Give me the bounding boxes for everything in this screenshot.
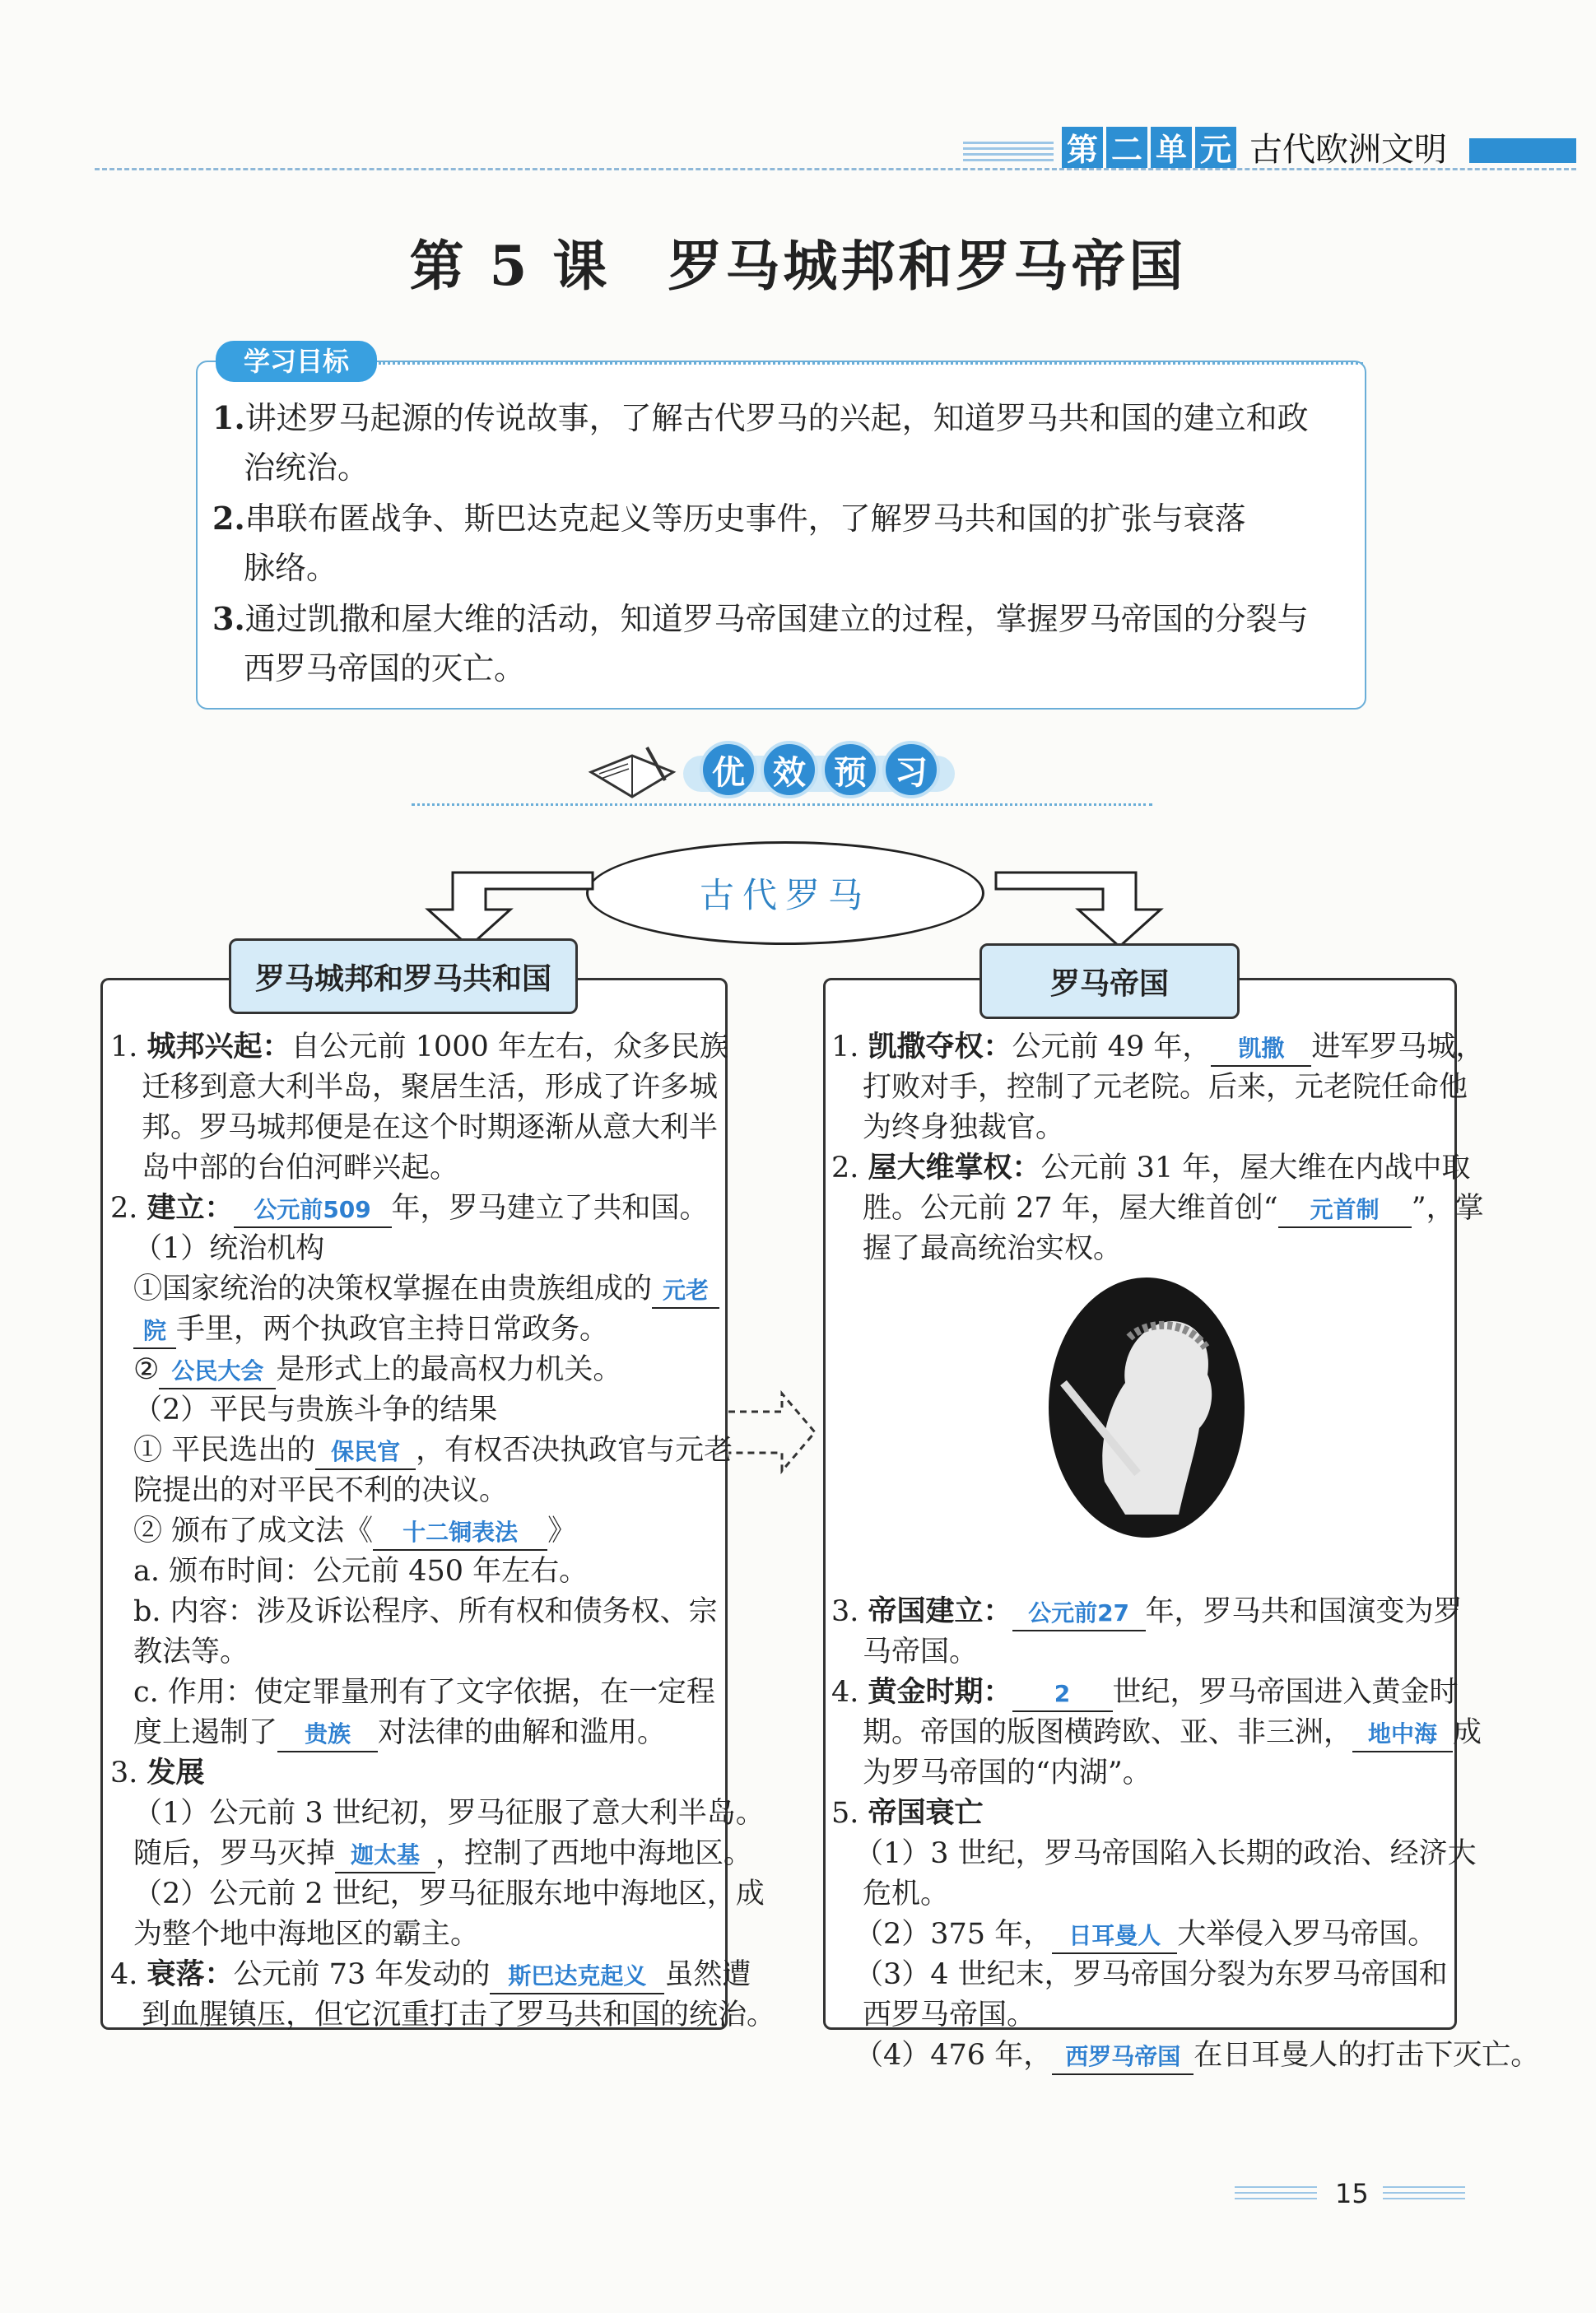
goal-item [212,393,1348,492]
footer-decoration [1235,2186,1317,2203]
text: （2）平民与贵族斗争的结果 [133,1394,498,1426]
text: （1）3 世纪，罗马帝国陷入长期的政治、经济大 [854,1837,1477,1870]
text: ② 颁布了成文法《 [133,1515,374,1547]
banner-char: 效 [761,741,818,798]
answer-blank: 公元前509 [234,1194,392,1228]
answer-blank: 西罗马帝国 [1052,2041,1194,2075]
center-oval: 古代罗马 [586,841,984,945]
text: 为整个地中海地区的霸主。 [133,1918,480,1951]
unit-char: 第 [1062,127,1103,168]
left-content [110,1027,776,2036]
text: 在日耳曼人的打击下灭亡。 [1194,2039,1540,2072]
right-panel-heading: 罗马帝国 [979,943,1240,1019]
unit-char: 元 [1195,127,1236,168]
unit-char: 二 [1106,127,1147,168]
answer-blank: 十二铜表法 [373,1516,547,1551]
text: a. 颁布时间：公元前 450 年左右。 [133,1555,589,1588]
text: b. 内容：涉及诉讼程序、所有权和债务权、宗 [133,1595,718,1628]
text: 随后，罗马灭掉 [133,1837,336,1870]
text: 手里，两个执政官主持日常政务。 [176,1313,609,1346]
answer-blank: 院 [133,1315,176,1349]
text: 教法等。 [133,1636,249,1668]
unit-char: 单 [1151,127,1192,168]
augustus-cameo-image [1047,1276,1246,1539]
text: （4）476 年， [854,2039,1053,2072]
goal-number: 3. [212,600,245,637]
text: 马帝国。 [863,1636,979,1668]
text: 大举侵入罗马帝国。 [1177,1918,1437,1951]
text: 邦。罗马城邦便是在这个时期逐渐从意大利半 [142,1111,719,1144]
text: 虽然遭 [664,1958,751,1991]
text: ，控制了西地中海地区。 [435,1837,753,1870]
text: ① 平民选出的 [133,1434,316,1467]
text: 对法律的曲解和滥用。 [378,1716,667,1749]
text: （2）375 年， [854,1918,1053,1951]
answer-blank: 凯撒 [1211,1032,1311,1067]
goal-text: 通过凯撒和屋大维的活动，知道罗马帝国建立的过程，掌握罗马帝国的分裂与 [244,601,1309,637]
header-divider [95,168,1576,170]
answer-blank: 公民大会 [159,1355,276,1389]
right-arrow-icon [988,864,1169,955]
text: 进军罗马城， [1311,1031,1485,1063]
text: 公元前 73 年发动的 [233,1958,491,1991]
text: ，有权否决执政官与元老 [416,1434,733,1467]
goal-item [212,594,1348,693]
answer-blank: 日耳曼人 [1052,1920,1177,1954]
preview-banner [700,741,943,798]
dashed-arrow-icon [724,1387,823,1478]
goal-text-cont: 治统治。 [244,449,370,486]
goal-number: 1. [212,399,245,436]
goal-number: 2. [212,500,245,537]
text: 年，罗马共和国演变为罗 [1145,1595,1463,1628]
answer-blank: 元首制 [1278,1194,1412,1228]
item-heading: 屋大维掌权： [868,1152,1041,1184]
item-number: 2. [110,1192,147,1225]
item-number: 3. [110,1757,147,1789]
text: （1）公元前 3 世纪初，罗马征服了意大利半岛。 [133,1797,765,1830]
text: （3）4 世纪末，罗马帝国分裂为东罗马帝国和 [854,1958,1448,1991]
goal-text: 讲述罗马起源的传说故事，了解古代罗马的兴起，知道罗马共和国的建立和政 [244,400,1309,436]
text: ”，掌 [1411,1192,1484,1225]
text: 为终身独裁官。 [863,1111,1065,1144]
answer-blank: 贵族 [277,1718,378,1752]
answer-blank: 公元前27 [1012,1597,1146,1631]
answer-blank: 迦太基 [335,1839,435,1873]
text: 到血腥镇压，但它沉重打击了罗马共和国的统治。 [142,1999,776,2031]
banner-char: 优 [700,741,757,798]
text: 》 [547,1515,577,1547]
page-number: 15 [1335,2178,1369,2209]
unit-title: 古代欧洲文明 [1249,131,1447,169]
item-number: 1. [831,1031,868,1063]
text: 危机。 [863,1878,950,1910]
text: 握了最高统治实权。 [863,1232,1123,1265]
text: ② [133,1353,160,1386]
item-heading: 凯撒夺权： [868,1031,1012,1063]
text: （2）公元前 2 世纪，罗马征服东地中海地区，成 [133,1878,765,1910]
answer-blank: 地中海 [1352,1718,1453,1752]
right-content [831,1027,1540,2076]
text: 迁移到意大利半岛，聚居生活，形成了许多城 [142,1071,719,1104]
left-panel-heading: 罗马城邦和罗马共和国 [229,938,578,1014]
banner-char: 习 [882,741,940,798]
text: 胜。公元前 27 年，屋大维首创“ [863,1192,1278,1225]
answer-blank: 元老 [652,1274,719,1309]
learning-goals-tag: 学习目标 [216,341,377,382]
goals-divider [379,362,1363,365]
text: 西罗马帝国。 [863,1999,1036,2031]
text: 院提出的对平民不利的决议。 [133,1474,509,1507]
banner-divider [412,803,1152,806]
item-heading: 城邦兴起： [147,1031,291,1063]
item-heading: 发展 [147,1757,205,1789]
text: 年，罗马建立了共和国。 [391,1192,709,1225]
text: 自公元前 1000 年左右，众多民族 [291,1031,728,1063]
item-heading: 帝国建立： [868,1595,1012,1628]
goal-item [212,494,1348,593]
answer-blank: 2 [1012,1678,1113,1712]
item-heading: 建立： [147,1192,234,1225]
text: 公元前 31 年，屋大维在内战中取 [1040,1152,1471,1184]
item-number: 4. [831,1676,868,1709]
goal-text: 串联布匿战争、斯巴达克起义等历史事件，了解罗马共和国的扩张与衰落 [244,500,1246,537]
text: 世纪，罗马帝国进入黄金时 [1112,1676,1459,1709]
item-number: 4. [110,1958,147,1991]
item-number: 5. [831,1797,868,1830]
item-heading: 帝国衰亡 [868,1797,984,1830]
item-heading: 黄金时期： [868,1676,1012,1709]
lesson-title: 第 5 课 罗马城邦和罗马帝国 [409,234,1187,298]
item-number: 3. [831,1595,868,1628]
text: 是形式上的最高权力机关。 [276,1353,622,1386]
goal-text-cont: 西罗马帝国的灭亡。 [244,650,526,686]
header-decoration [963,142,1054,165]
unit-tag [1062,123,1447,170]
book-pen-icon [583,739,682,805]
banner-char: 预 [821,741,879,798]
header-bar [1469,138,1576,163]
footer-decoration [1383,2186,1465,2203]
item-number: 2. [831,1152,868,1184]
text: 为罗马帝国的“内湖”。 [863,1757,1152,1789]
text: ①国家统治的决策权掌握在由贵族组成的 [133,1273,653,1305]
answer-blank: 斯巴达克起义 [490,1960,664,1994]
text: 岛中部的台伯河畔兴起。 [142,1152,459,1184]
item-heading: 衰落： [147,1958,234,1991]
text: c. 作用：使定罪量刑有了文字依据，在一定程 [133,1676,715,1709]
item-number: 1. [110,1031,147,1063]
text: 期。帝国的版图横跨欧、亚、非三洲， [863,1716,1353,1749]
text: 公元前 49 年， [1012,1031,1212,1063]
text: 成 [1453,1716,1482,1749]
text: 打败对手，控制了元老院。后来，元老院任命他 [863,1071,1468,1104]
answer-blank: 保民官 [315,1436,416,1470]
goal-text-cont: 脉络。 [244,550,338,586]
text: （1）统治机构 [133,1232,325,1265]
text: 度上遏制了 [133,1716,278,1749]
